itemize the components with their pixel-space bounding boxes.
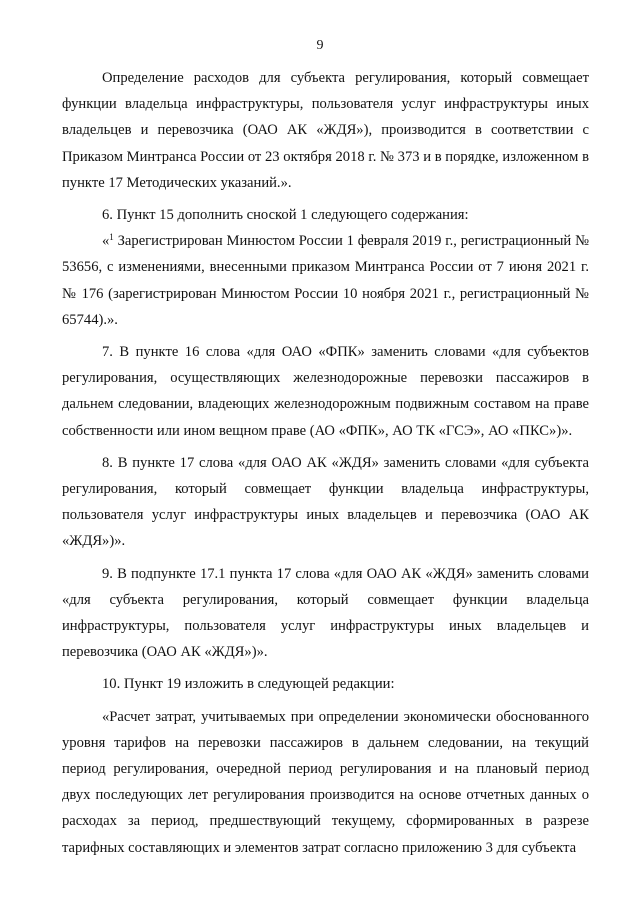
paragraph-footnote-1 (62, 228, 589, 333)
document-body (62, 65, 589, 861)
paragraph-item-10: 10. Пункт 19 изложить в следующей редакции: (102, 676, 395, 693)
footnote-marker: 1 (109, 232, 114, 243)
paragraph-expense-definition: Определение расходов для субъекта регулирования, который совмещает функции владельца инфраструктуры, пользователя услуг инфраструктуры иных владельцев и перевозчика (ОАО АК «ЖДЯ»), производится в соответствии с Приказом Минтранса России от 23 октября 2018 г. № 373 и в порядке, изложенном в пункте 17 Методических указаний.». (62, 70, 589, 191)
page-number: 9 (316, 38, 324, 53)
paragraph-item-6: 6. Пункт 15 дополнить сноской 1 следующего содержания: (102, 207, 469, 224)
footnote-text: Зарегистрирован Минюстом России 1 февраля 2019 г., регистрационный № 53656, с изменениями, внесенными приказом Минтранса России от 7 июня 2021 г. № 176 (зарегистрирован Минюстом России 10 ноября 2021 г., регистрационный № 65744).». (62, 233, 589, 328)
paragraph-item-8: 8. В пункте 17 слова «для ОАО АК «ЖДЯ» заменить словами «для субъекта регулирования, который совмещает функции владельца инфраструктуры, пользователя услуг инфраструктуры иных владельцев и перевозчика (ОАО АК «ЖДЯ»)». (62, 454, 589, 550)
paragraph-item-7: 7. В пункте 16 слова «для ОАО «ФПК» заменить словами «для субъектов регулирования, осуществляющих железнодорожные перевозки пассажиров в дальнем следовании, владеющих железнодорожным подвижным составом на праве собственности или ином вещном праве (АО «ФПК», АО ТК «ГСЭ», АО «ПКС»)». (62, 344, 589, 439)
paragraph-cost-calculation: «Расчет затрат, учитываемых при определении экономически обоснованного уровня тарифов на перевозки пассажиров в дальнем следовании, на текущий период регулирования, очередной период регулирования и на плановый период двух последующих лет регулирования производится на основе отчетных данных о расходах за период, предшествующий текущему, сформированных в разрезе тарифных составляющих и элементов затрат согласно приложению 3 для субъекта (62, 708, 589, 856)
paragraph-item-9: 9. В подпункте 17.1 пункта 17 слова «для ОАО АК «ЖДЯ» заменить словами «для субъекта регулирования, который совмещает функции владельца инфраструктуры, пользователя услуг инфраструктуры иных владельцев и перевозчика (ОАО АК «ЖДЯ»)». (62, 565, 589, 661)
footnote-open-quote: « (102, 233, 110, 250)
